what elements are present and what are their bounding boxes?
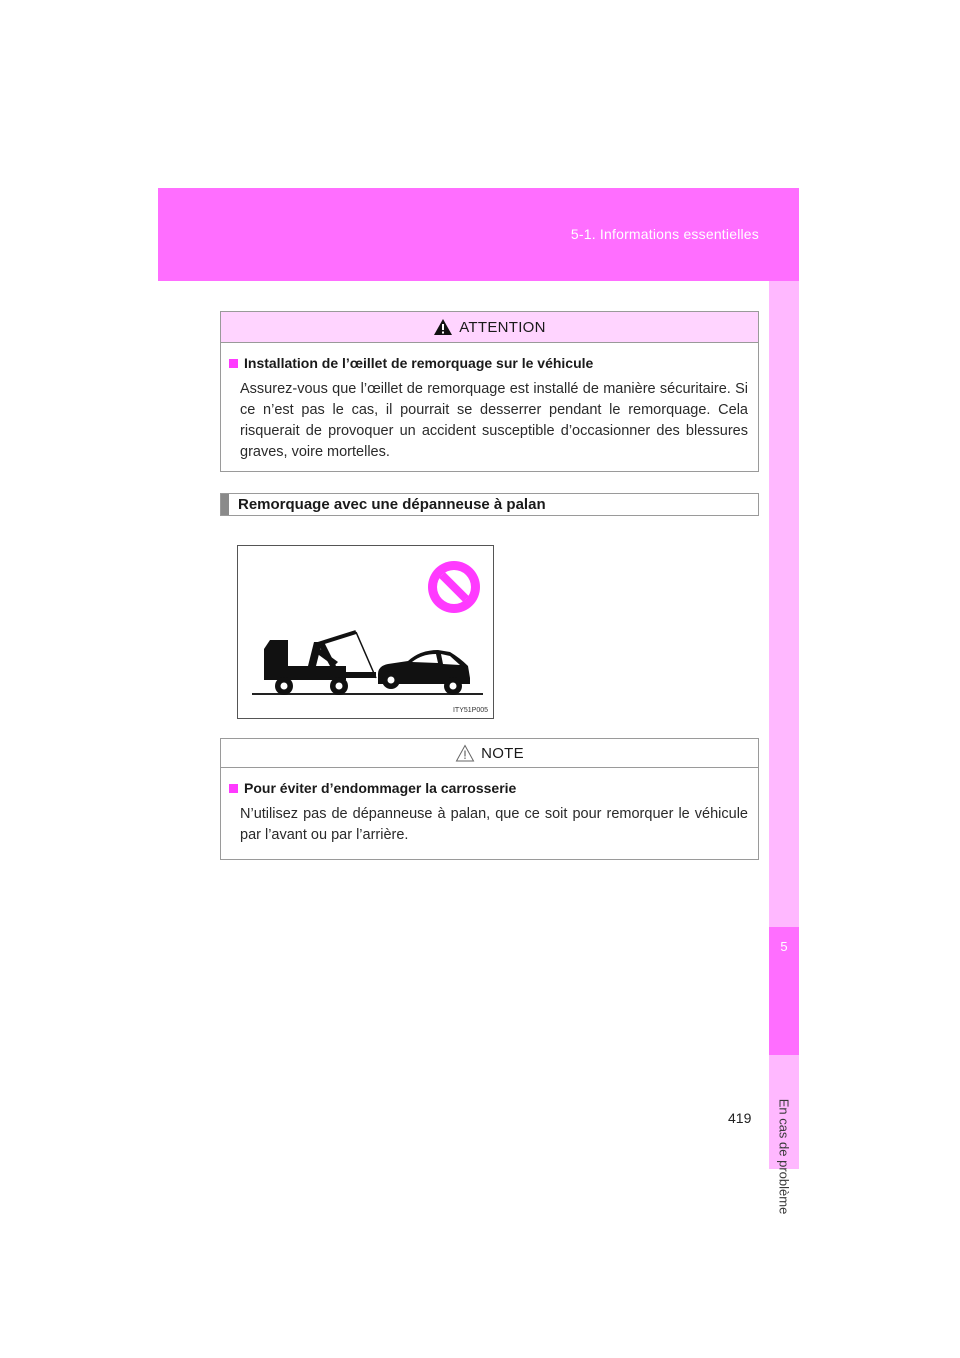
note-heading: NOTE [481,744,524,762]
tow-truck-icon [264,632,376,680]
page-number: 419 [728,1110,752,1126]
square-bullet-icon [229,359,238,368]
header-band [158,188,799,281]
chapter-label [770,1091,798,1221]
tow-truck-figure [237,545,494,719]
chapter-side-tab[interactable] [769,281,799,1214]
chapter-label-text: En cas de problème [776,1098,792,1214]
car-icon [378,650,470,695]
warning-icon [433,318,453,336]
note-text: N’utilisez pas de dépanneuse à palan, que ce soit pour remorquer le véhicule par l’avant ou par l’arrière. [240,806,748,843]
note-warning-icon [455,744,475,762]
chapter-number-block [769,927,799,1055]
section-marker [221,494,229,515]
prohibited-icon [428,561,480,613]
section-title-bar [220,493,759,516]
note-subheading-text: Pour éviter d’endommager la carrosserie [244,780,517,796]
caution-heading: ATTENTION [459,318,546,336]
square-bullet-icon [229,784,238,793]
caution-subheading-text: Installation de l’œillet de remorquage sur le véhicule [244,355,594,371]
figure-code: ITY51P005 [452,707,488,714]
note-header [221,739,758,768]
caution-header [221,312,758,343]
caution-text: Assurez-vous que l’œillet de remorquage est installé de manière sécuritaire. Si ce n’est pas le cas, il pourrait se desserrer pendant le remorquage. Cela risquerait de provoquer un accident susceptible d’occasionner des blessures graves, voire mortelles. [240,381,748,460]
caution-subheading [229,355,748,371]
section-title: Remorquage avec une dépanneuse à palan [238,496,546,513]
chapter-number: 5 [780,939,788,954]
note-subheading [229,780,748,796]
caution-box [220,311,759,472]
section-header-title: 5-1. Informations essentielles [570,226,759,242]
note-box [220,738,759,860]
